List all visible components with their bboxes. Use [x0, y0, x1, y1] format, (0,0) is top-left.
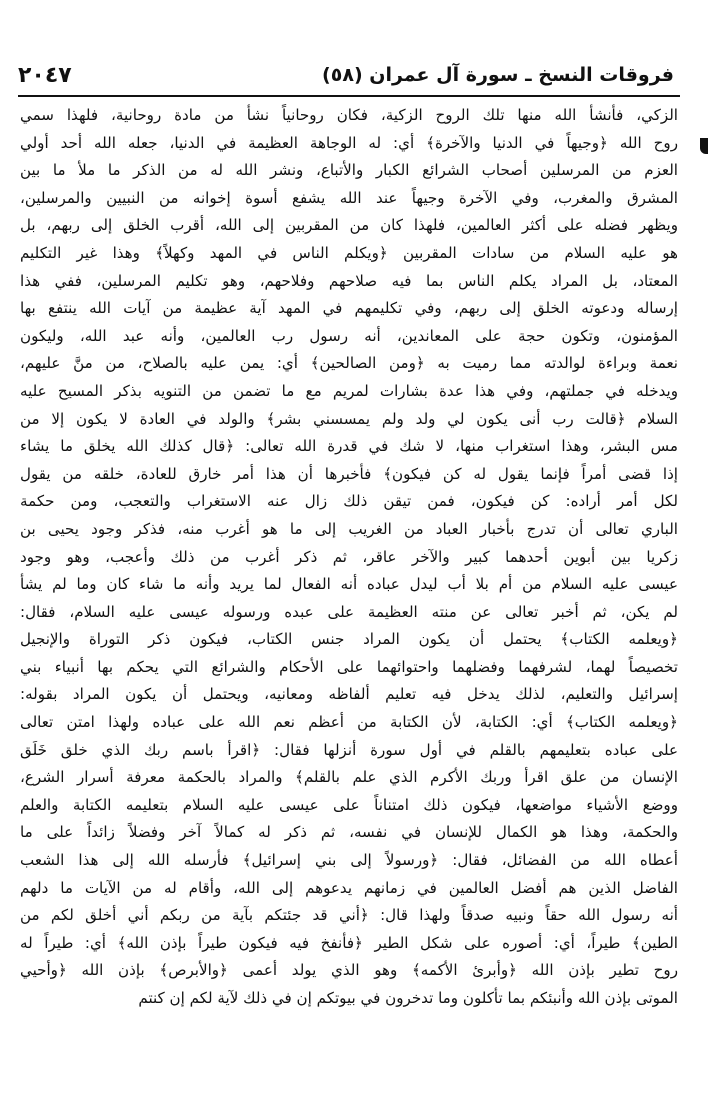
page-number: ٢٠٤٧ — [18, 63, 72, 88]
text-line: لكل أمر أراده: كن فيكون، فمن تيقن ذلك زال عنه الاستغراب والتعجب، ومن حكمة — [20, 492, 678, 511]
text-line: روح الله ﴿وجيهاً في الدنيا والآخرة﴾ أي: له الوجاهة العظيمة في الدنيا، جعله الله أحد أولي — [20, 133, 678, 152]
text-line: الموتى بإذن الله وأنبئكم بما تأكلون وما تدخرون في بيوتكم إن في ذلك لآية لكم إن كنتم — [138, 989, 678, 1007]
text-line: والحكمة، وهذا هو الكمال للإنسان في نفسه، ثم ذكر له كمالاً آخر وفضلاً زائداً على ما — [20, 823, 678, 842]
margin-tab-mark — [700, 138, 708, 154]
text-line: إرساله ودعوته الخلق إلى ربهم، وفي تكليمهم في المهد آية عظيمة من آيات الله ينتفع بها — [20, 299, 678, 318]
text-line: على عباده بتعليمهم بالقلم في أول سورة أنزلها فقال: ﴿اقرأ باسم ربك الذي خلق خَلَق — [20, 740, 678, 759]
text-line: لم يكن، ثم أخبر تعالى عن منته العظيمة على عبده ورسوله عيسى عليه السلام، فقال: — [20, 602, 678, 621]
text-line: السلام ﴿قالت رب أنى يكون لي ولد ولم يمسسني بشر﴾ والولد في العادة لا يكون إلا من — [20, 409, 678, 428]
text-line: روح تطير بإذن الله ﴿وأبرئ الأكمه﴾ وهو الذي يولد أعمى ﴿والأبرص﴾ بإذن الله ﴿وأحيي — [20, 961, 678, 980]
text-line: أعطاه الله من الفضائل، فقال: ﴿ورسولاً إلى بني إسرائيل﴾ فأرسله الله إلى هذا الشعب — [20, 851, 678, 870]
body-text — [20, 102, 678, 1013]
text-line: ووضع الأشياء مواضعها، فيكون ذلك امتناناً على عيسى عليه السلام بتعليمه الكتابة والعلم — [20, 795, 678, 814]
text-line: هو عليه السلام من سادات المقربين ﴿ويكلم الناس في المهد وكهلاً﴾ وهذا غير التكليم — [20, 243, 678, 262]
text-line: تخصيصاً لهما، لشرفهما وفضلهما واحتوائهما على الأحكام والشرائع التي يحكم بها أنبياء بني — [20, 657, 678, 676]
text-line: ﴿ويعلمه الكتاب﴾ أي: الكتابة، لأن الكتابة من أعظم نعم الله على عباده ولهذا امتن تعالى — [20, 713, 678, 732]
text-line: إذا قضى أمراً فإنما يقول له كن فيكون﴾ فأخبرها أن هذا أمر خارق للعادة، خلقه من يقول — [20, 464, 678, 483]
text-line: العزم من المرسلين أصحاب الشرائع الكبار والأتباع، ونشر الله له من الذكر ما ملأ ما بين — [20, 161, 678, 180]
text-line: الإنسان من علق اقرأ وربك الأكرم الذي علم بالقلم﴾ والمراد بالحكمة معرفة أسرار الشرع، — [20, 768, 678, 787]
text-line: المؤمنون، وتكون حجة على المعاندين، أنه رسول رب العالمين، وأنه عبد الله، وليكون — [20, 326, 678, 345]
running-head: فروقات النسخ ـ سورة آل عمران (٥٨) — [322, 64, 674, 86]
text-line: ﴿ويعلمه الكتاب﴾ يحتمل أن يكون المراد جنس الكتاب، فيكون ذكر التوراة والإنجيل — [20, 630, 678, 649]
text-line: الباري تعالى أن تدرج بأخبار العباد من الغريب إلى ما هو أغرب منه، فذكر وجود يحيى بن — [20, 519, 678, 538]
text-line: ويظهر فضله على أكثر العالمين، فلهذا كان من المقربين إلى الله، أقرب الخلق إلى ربهم، بل — [20, 216, 678, 235]
text-line: ويدخله في جملتهم، وفي هذا عدة بشارات لمريم مع ما تضمن من التنويه بذكر المسيح عليه — [20, 381, 678, 400]
text-line: زكريا بين أبوين أحدهما كبير والآخر عاقر، ثم ذكر أغرب من ذلك وأعجب، وهو وجود — [20, 547, 678, 566]
text-line: الطين﴾ طيراً، أي: أصوره على شكل الطير ﴿فأنفخ فيه فيكون طيراً بإذن الله﴾ أي: طيراً له — [20, 933, 678, 952]
text-line: مس البشر، وهذا استغراب منها، لا شك في قدرة الله تعالى: ﴿قال كذلك الله يخلق ما يشاء — [20, 437, 678, 456]
text-line: أنه رسول الله حقاً ونبيه صدقاً ولهذا قال: ﴿أني قد جئتكم بآية من ربكم أني أخلق لكم من — [20, 906, 678, 925]
text-line: نعمة وبراءة لوالدته مما رميت به ﴿ومن الصالحين﴾ أي: يمن عليه بالصلاح، من منَّ عليهم، — [20, 354, 678, 373]
text-line: الزكي، فأنشأ الله منها تلك الروح الزكية، فكان روحانياً نشأ من مادة روحانية، فلهذا سمي — [20, 106, 678, 124]
text-line: إسرائيل والتعليم، لذلك يدخل فيه تعليم ألفاظه ومعانيه، ويحتمل أن يكون المراد بقوله: — [20, 685, 678, 704]
text-line: المشرق والمغرب، وفي الآخرة وجيهاً عند الله يشفع أسوة إخوانه من النبيين والمرسلين، — [20, 188, 678, 207]
text-line: المعتاد، بل المراد يكلم الناس بما فيه صلاحهم وفلاحهم، وهو تكليم المرسلين، ففي هذا — [20, 271, 678, 290]
text-line: الفاضل الذين هم أفضل العالمين في زمانهم يدعوهم إلى الله، وأقام له من الآيات ما دلهم — [20, 878, 678, 897]
text-line: عيسى عليه السلام من أم بلا أب ليدل عباده أنه الفعال لما يريد وأنه ما شاء كان وما لم يشأ — [20, 575, 678, 594]
header-rule — [18, 95, 680, 97]
